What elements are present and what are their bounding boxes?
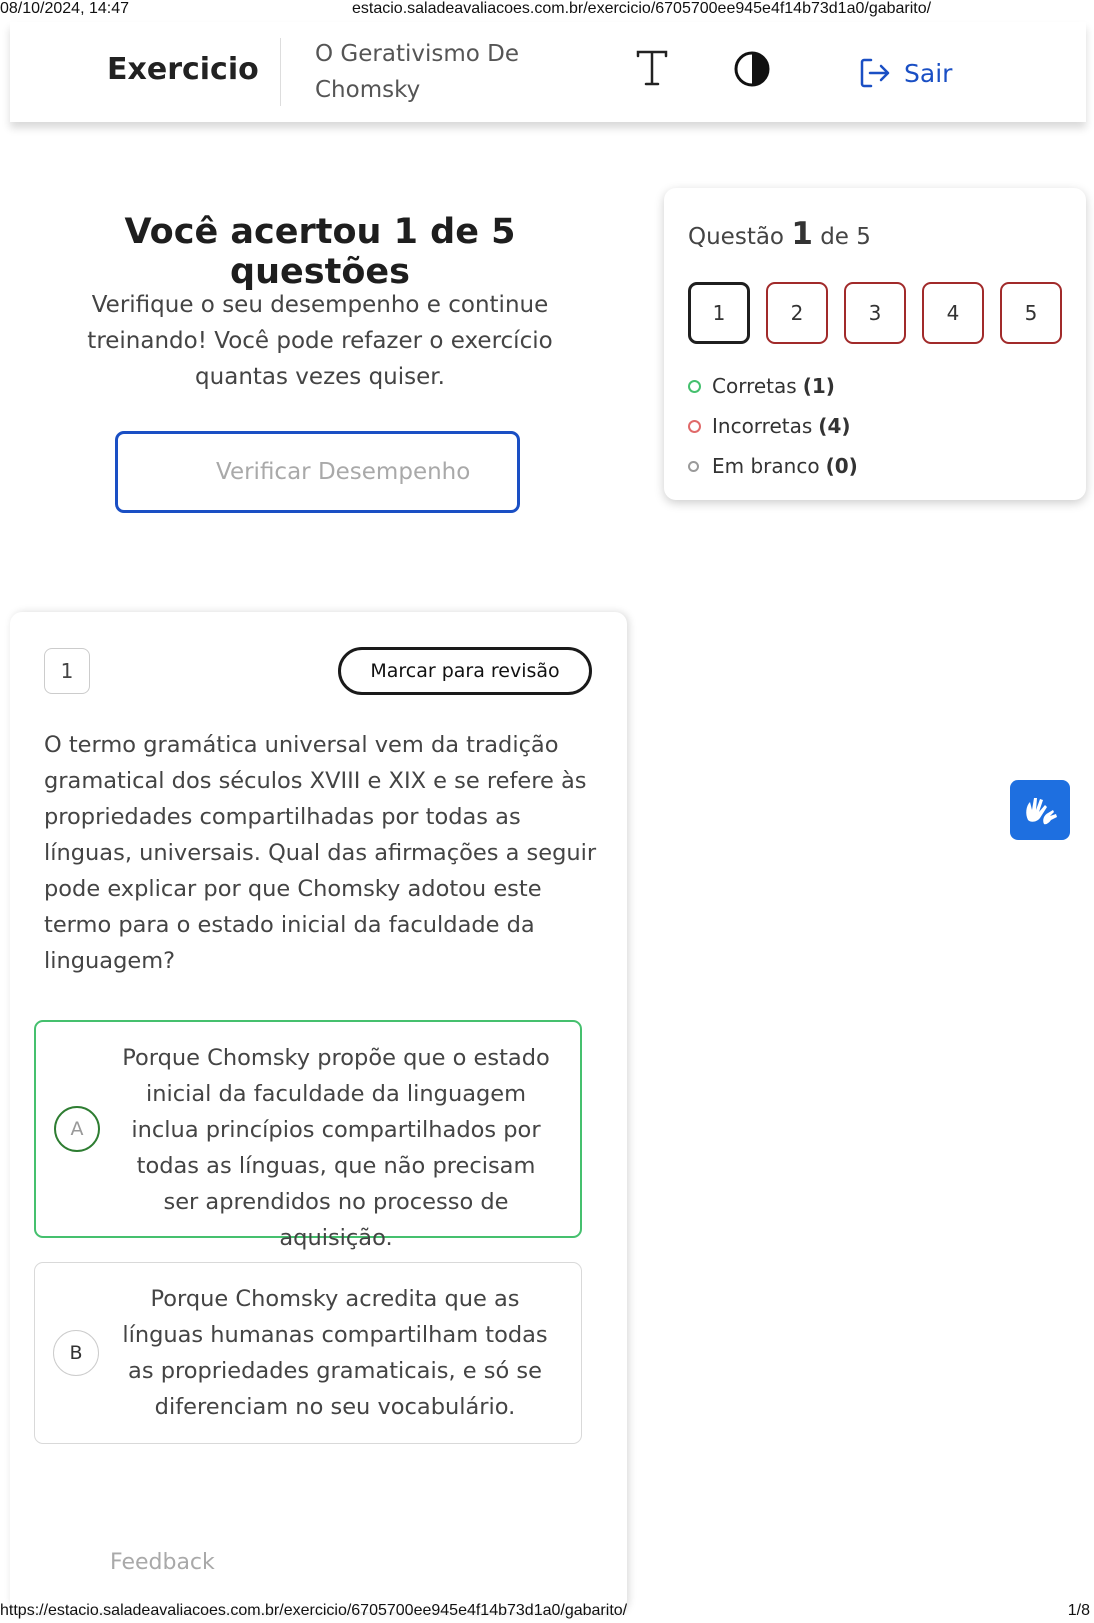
logout-label: Sair [904,58,953,88]
print-page-number: 1/8 [1067,1602,1090,1619]
question-text: O termo gramática universal vem da tradição gramatical dos séculos XVIII e XIX e se refere às propriedades compartilhadas por todas as línguas, universais. Qual das afirmações a seguir pode explicar por que Chomsky adotou este termo para o estado inicial da faculdade da linguagem? [44,732,597,974]
question-number-badge: 1 [44,648,90,694]
logout-button[interactable] [858,56,952,90]
legend-correct-count: (1) [802,374,835,398]
sign-language-icon [1020,790,1060,830]
legend-incorrect-label: Incorretas [712,414,813,438]
print-url: estacio.saladeavaliacoes.com.br/exercicio/6705700ee945e4f14b73d1a0/gabarito/ [352,0,932,17]
option-text: Porque Chomsky acredita que as línguas humanas compartilham todas as propriedades gramaticais, e só se diferenciam no seu vocabulário. [122,1286,548,1420]
incorrect-dot-icon [688,420,701,433]
legend-blank-count: (0) [825,454,858,478]
contrast-icon[interactable] [733,50,771,88]
font-size-icon[interactable] [632,48,672,88]
question-prefix: Questão [688,224,784,250]
question-nav-button[interactable]: 5 [1000,282,1062,344]
option-text: Porque Chomsky propõe que o estado inicial da faculdade da linguagem inclua princípios compartilhados por todas as línguas, que não precisam ser aprendidos no processo de aquisição. [122,1045,550,1251]
print-header [0,0,1094,20]
legend-incorrect [688,406,858,446]
answer-option-b[interactable] [34,1262,582,1444]
print-datetime: 08/10/2024, 14:47 [0,0,130,17]
legend-blank-label: Em branco [712,454,820,478]
legend-blank [688,446,858,486]
result-subtitle: Verifique o seu desempenho e continue treinando! Você pode refazer o exercício quantas vezes quiser. [87,292,553,390]
question-nav-button[interactable]: 2 [766,282,828,344]
question-counter [688,216,871,252]
correct-dot-icon [688,380,701,393]
brand-title: Exercicio [107,52,259,87]
sign-language-button[interactable] [1010,780,1070,840]
verify-performance-button[interactable]: Verificar Desempenho [115,431,520,513]
answer-option-a[interactable] [34,1020,582,1251]
feedback-toggle[interactable]: Feedback [110,1550,215,1575]
results-legend [688,366,858,486]
top-bar [10,22,1086,122]
legend-correct [688,366,858,406]
logout-icon [858,56,892,90]
print-footer [0,1602,1094,1622]
mark-for-review-button[interactable]: Marcar para revisão [338,647,592,695]
question-navigator [664,188,1086,500]
question-number-list [688,282,1078,344]
question-total: de 5 [820,224,871,250]
option-letter: B [53,1330,99,1376]
result-title: Você acertou 1 de 5 questões [124,212,516,292]
print-footer-url: https://estacio.saladeavaliacoes.com.br/exercicio/6705700ee945e4f14b73d1a0/gabarito/ [0,1602,628,1619]
exercise-topic: O Gerativismo De Chomsky [315,41,519,103]
option-letter: A [54,1106,100,1152]
legend-incorrect-count: (4) [818,414,851,438]
question-nav-button[interactable]: 3 [844,282,906,344]
blank-dot-icon [688,461,699,472]
question-nav-button[interactable]: 1 [688,282,750,344]
legend-correct-label: Corretas [712,374,797,398]
header-divider [280,38,281,106]
question-nav-button[interactable]: 4 [922,282,984,344]
current-question-number: 1 [791,216,813,252]
